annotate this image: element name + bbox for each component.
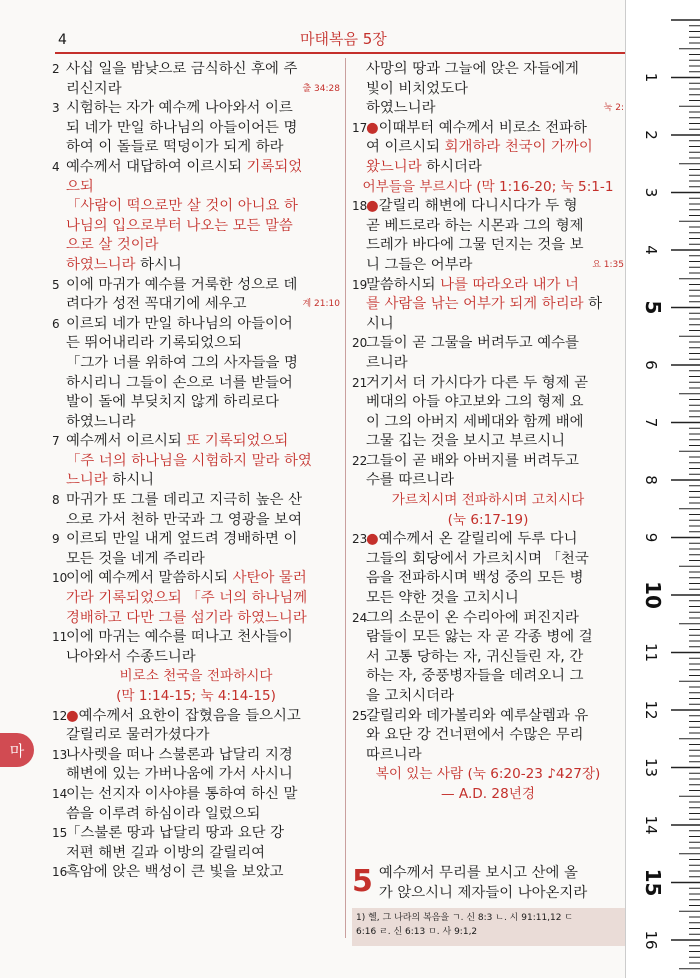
verse-text: 시험하는 자가 예수께 나아와서 이르 (66, 100, 293, 117)
verse-text: 말씀하시되 (366, 276, 441, 293)
verse-number: 5 (52, 277, 60, 292)
verse-text: 예수께서 온 갈릴리에 두루 다니 (378, 531, 578, 548)
verse-text: 그들이 곧 그물을 버려두고 예수를 (366, 335, 579, 352)
verse-text: 이르되 네가 만일 하나님의 아들이어 (66, 315, 293, 332)
verse-line (52, 746, 340, 766)
verse-number: 7 (52, 434, 60, 449)
verse-line (352, 589, 624, 609)
verse-line (52, 589, 340, 609)
verse-text: 음을 전파하시며 백성 중의 모든 병 (366, 570, 584, 587)
verse-line (52, 295, 340, 315)
verse-line (52, 138, 340, 158)
verse-text: 거기서 더 가시다가 다른 두 형제 곧 (366, 374, 589, 391)
verse-line (352, 452, 624, 472)
verse-text: 려다가 성전 꼭대기에 세우고 (66, 296, 247, 313)
verse-line (352, 334, 624, 354)
words-of-jesus: 를 사람을 낚는 어부가 되게 하리라 (366, 296, 584, 313)
verse-text: 예수께서 대답하여 이르시되 (66, 158, 247, 175)
verse-text: 베대의 아들 야고보와 그의 형제 요 (366, 394, 584, 411)
cross-reference: 요 1:35 (592, 259, 624, 270)
verse-line (52, 765, 340, 785)
verse-line (52, 256, 340, 276)
paragraph-dot-icon: ● (366, 198, 379, 215)
column-divider (345, 58, 346, 938)
ruler-label: 16 (642, 930, 660, 950)
verse-text: 저편 해변 길과 이방의 갈릴리여 (66, 844, 266, 861)
verse-line (352, 60, 624, 80)
verse-line (52, 550, 340, 570)
ruler (625, 0, 700, 978)
ruler-label: 10 (641, 581, 665, 609)
verse-line (52, 726, 340, 746)
words-of-jesus: 가라 기록되었으되 「주 너의 하나님께 (66, 590, 308, 607)
verse-text: 갈릴리로 물러가셨다가 (66, 727, 210, 744)
verse-text: 이르되 만일 내게 엎드려 경배하면 이 (66, 531, 298, 548)
section-heading: 어부들을 부르시다 (막 1:16-20; 눅 5:1-1 (362, 178, 614, 195)
verse-line (352, 530, 624, 550)
verse-line (52, 119, 340, 139)
verse-line (352, 432, 624, 452)
verse-line (52, 354, 340, 374)
verse-line (52, 452, 340, 472)
verse-text: 따르니라 (366, 746, 422, 763)
verse-line (52, 276, 340, 296)
words-of-jesus: 기록되었 (246, 158, 303, 175)
verse-text: 르니라 (366, 354, 408, 371)
verse-text: 수를 따르니라 (366, 472, 454, 489)
book-tab[interactable]: 마 (0, 733, 34, 767)
ruler-label: 11 (642, 642, 660, 663)
verse-line (52, 824, 340, 844)
verse-line (352, 80, 624, 100)
verse-text: 예수께서 이르시되 (66, 433, 187, 450)
verse-line (52, 628, 340, 648)
ruler-scale (626, 0, 700, 978)
verse-text: 하는 자, 중풍병자들을 데려오니 그 (366, 668, 584, 685)
verse-text: 시니 (366, 315, 394, 332)
verse-text: 하시더라 (421, 158, 482, 175)
verse-line (52, 315, 340, 335)
verse-number: 25 (352, 708, 368, 723)
verse-text: 해변에 있는 가버나움에 가서 사시니 (66, 766, 293, 783)
verse-number: 8 (52, 493, 60, 508)
ruler-label: 15 (641, 868, 665, 897)
verse-text: 발이 돌에 부딪치지 않게 하리로다 (66, 394, 279, 411)
ruler-label: 14 (642, 815, 660, 835)
verse-number: 3 (52, 101, 60, 116)
paragraph-dot-icon: ● (66, 707, 79, 724)
ruler-label: 9 (642, 532, 660, 543)
verse-text: 사망의 땅과 그늘에 앉은 자들에게 (366, 61, 579, 77)
chapter-start (352, 864, 624, 903)
verse-line (352, 550, 624, 570)
verse-line (352, 569, 624, 589)
words-of-jesus: 회개하라 천국이 가까이 (444, 139, 593, 156)
footnote-line: 1) 헬, 그 나라의 복음을 ㄱ. 신 8:3 ㄴ. 시 91:11,12 ㄷ (356, 913, 574, 923)
ruler-label: 7 (642, 417, 660, 428)
verse-line (352, 667, 624, 687)
verse-line (52, 785, 340, 805)
verse-text: 하였느니라 (66, 413, 136, 430)
footnote-box (352, 908, 625, 946)
verse-number: 19 (352, 277, 368, 292)
page-number: 4 (58, 32, 67, 48)
verse-text: 이때부터 예수께서 비로소 전파하 (378, 119, 587, 136)
verse-number: 6 (52, 316, 60, 331)
verse-text: 흑암에 앉은 백성이 큰 빛을 보았고 (66, 864, 284, 881)
verse-line (52, 844, 340, 864)
verse-text: 갈릴리 해변에 다니시다가 두 형 (378, 198, 578, 215)
chapter-line: 가 앉으시니 제자들이 나아온지라 (378, 884, 588, 901)
verse-number: 21 (352, 375, 368, 390)
header-rule (55, 52, 625, 54)
section-heading: 비로소 천국을 전파하시다 (119, 668, 273, 685)
ruler-label: 2 (642, 130, 660, 140)
verse-number: 13 (52, 747, 68, 762)
ruler-label: 1 (642, 72, 660, 83)
verse-line (52, 413, 340, 433)
page-title: 마태복음 5장 (300, 30, 387, 48)
verse-text: 하 (583, 296, 602, 313)
verse-number: 12 (52, 708, 68, 723)
verse-line (352, 99, 624, 119)
verse-line (52, 707, 340, 727)
verse-text: 하시니 (135, 256, 182, 273)
verse-number: 18 (352, 199, 368, 214)
verse-text: 빛이 비치었도다 (366, 80, 468, 97)
verse-line (52, 217, 340, 237)
verse-text: 와 요단 강 건너편에서 수많은 무리 (366, 727, 584, 744)
verse-line (352, 138, 624, 158)
verse-text: 「그가 너를 위하여 그의 사자들을 명 (66, 354, 298, 371)
section-heading: 복이 있는 사람 (눅 6:20-23 ♪427장) (375, 766, 601, 783)
ruler-label: 6 (642, 360, 660, 370)
verse-line (52, 609, 340, 629)
chapter-number: 5 (352, 864, 373, 899)
verse-line (52, 569, 340, 589)
words-of-jesus: 「주 너의 하나님을 시험하지 말라 하였 (66, 452, 312, 469)
verse-line (52, 471, 340, 491)
words-of-jesus: 왔느니라 (366, 158, 422, 175)
verse-text: 나사렛을 떠나 스불론과 납달리 지경 (66, 746, 293, 763)
words-of-jesus: 으로 살 것이라 (66, 237, 159, 254)
verse-text: 하여 이 돌들로 떡덩이가 되게 하라 (66, 139, 284, 156)
left-column (52, 60, 340, 883)
words-of-jesus: 경배하고 다만 그를 섬기라 하였느니라 (66, 609, 307, 626)
verse-number: 2 (52, 62, 60, 76)
verse-line (352, 687, 624, 707)
verse-text: 이 그의 아버지 세베대와 함께 배에 (366, 413, 584, 430)
verse-number: 14 (52, 786, 68, 801)
words-of-jesus: 으되 (66, 178, 94, 195)
verse-text: 리신지라 (66, 80, 122, 97)
words-of-jesus: 나님의 입으로부터 나오는 모든 말씀 (66, 217, 293, 234)
right-column (352, 60, 624, 805)
verse-line (352, 413, 624, 433)
cross-reference: 계 21:10 (302, 299, 340, 310)
words-of-jesus: 사탄아 물러 (232, 570, 307, 587)
verse-text: 그의 소문이 온 수리아에 퍼진지라 (366, 609, 579, 626)
verse-line (52, 374, 340, 394)
verse-line (352, 315, 624, 335)
ruler-label: 5 (641, 300, 665, 315)
verse-line (352, 276, 624, 296)
verse-line (352, 197, 624, 217)
verse-text: 니 그들은 어부라 (366, 256, 473, 273)
paragraph-dot-icon: ● (366, 531, 379, 548)
verse-line (352, 609, 624, 629)
verse-text: 곧 베드로라 하는 시몬과 그의 형제 (366, 217, 584, 234)
verse-line (352, 726, 624, 746)
verse-line (52, 80, 340, 100)
verse-line (52, 60, 340, 80)
footnote-line: 6:16 ㄹ. 신 6:13 ㅁ. 사 9:1,2 (356, 927, 478, 937)
section-heading: (막 1:14-15; 눅 4:14-15) (116, 688, 276, 704)
verse-line (352, 295, 624, 315)
verse-line (52, 334, 340, 354)
verse-number: 22 (352, 453, 368, 468)
words-of-jesus: 또 기록되었으되 (186, 433, 289, 450)
verse-text: 이에 마귀는 예수를 떠나고 천사들이 (66, 629, 293, 646)
verse-line (352, 746, 624, 766)
chapter-line: 예수께서 무리를 보시고 산에 올 (378, 865, 578, 881)
verse-line (52, 805, 340, 825)
verse-line (352, 217, 624, 237)
verse-line (352, 119, 624, 139)
verse-line (52, 491, 340, 511)
words-of-jesus: 「사람이 떡으로만 살 것이 아니요 하 (66, 198, 298, 215)
verse-line (52, 197, 340, 217)
verse-line (52, 393, 340, 413)
section-heading: 가르치시며 전파하시며 고치시다 (391, 492, 585, 509)
verse-line (52, 648, 340, 668)
verse-text: 을 고치시더라 (366, 688, 454, 704)
verse-number: 20 (352, 336, 368, 351)
verse-text: 예수께서 요한이 잡혔음을 들으시고 (78, 707, 301, 724)
verse-line (352, 648, 624, 668)
verse-text: 여 이르시되 (366, 139, 445, 156)
cross-reference: 눅 2: (603, 103, 624, 114)
verse-text: 이에 마귀가 예수를 거룩한 성으로 데 (66, 276, 298, 293)
verse-line (352, 256, 624, 276)
verse-text: 하였느니라 (366, 100, 436, 117)
verse-text: 모든 것을 네게 주리라 (66, 550, 205, 567)
verse-line (352, 236, 624, 256)
verse-text: 「스불론 땅과 납달리 땅과 요단 강 (66, 825, 284, 842)
verse-line (52, 432, 340, 452)
verse-line (52, 158, 340, 178)
verse-text: 그물 깁는 것을 보시고 부르시니 (366, 433, 566, 450)
verse-text: 씀을 이루려 하심이라 일렀으되 (66, 805, 261, 822)
verse-line (352, 628, 624, 648)
verse-line (52, 530, 340, 550)
verse-text: 람들이 모든 앓는 자 곧 각종 병에 걸 (366, 629, 593, 646)
paragraph-dot-icon: ● (366, 119, 379, 136)
verse-line (352, 374, 624, 394)
verse-number: 9 (52, 532, 60, 547)
verse-text: 이에 예수께서 말씀하시되 (66, 570, 233, 587)
verse-line (352, 393, 624, 413)
verse-text: 갈릴리와 데가볼리와 예루살렘과 유 (366, 707, 589, 724)
verse-text: 모든 약한 것을 고치시니 (366, 590, 519, 607)
ruler-label: 13 (642, 757, 660, 778)
verse-line (52, 178, 340, 198)
verse-line (352, 158, 624, 178)
ruler-label: 12 (642, 700, 660, 720)
verse-text: 으로 가서 천하 만국과 그 영광을 보여 (66, 511, 302, 528)
ruler-label: 4 (642, 245, 660, 255)
verse-line (352, 707, 624, 727)
verse-text: 서 고통 당하는 자, 귀신들린 자, 간 (366, 648, 584, 665)
words-of-jesus: 나를 따라오라 내가 너 (440, 276, 579, 293)
verse-text: 마귀가 또 그를 데리고 지극히 높은 산 (66, 492, 302, 509)
verse-line (52, 511, 340, 531)
verse-text: 하시니 (107, 472, 154, 489)
verse-number: 17 (352, 120, 368, 135)
words-of-jesus: 하였느니라 (66, 256, 136, 273)
ruler-label: 8 (642, 475, 660, 485)
verse-text: 그들이 곧 배와 아버지를 버려두고 (366, 452, 579, 469)
verse-line (352, 354, 624, 374)
verse-text: 드레가 바다에 그물 던지는 것을 보 (366, 237, 584, 254)
cross-reference: 출 34:28 (302, 83, 340, 94)
verse-line (52, 863, 340, 883)
verse-number: 15 (52, 826, 68, 841)
section-heading: — A.D. 28년경 (441, 785, 535, 802)
verse-text: 그들의 회당에서 가르치시며 「천국 (366, 550, 589, 567)
section-heading: (눅 6:17-19) (447, 511, 529, 528)
verse-number: 24 (352, 610, 368, 625)
verse-text: 든 뛰어내리라 기록되었으되 (66, 335, 242, 352)
words-of-jesus: 느니라 (66, 472, 108, 489)
verse-text: 하시리니 그들이 손으로 너를 받들어 (66, 374, 293, 391)
verse-number: 11 (52, 630, 68, 645)
verse-text: 이는 선지자 이사야를 통하여 하신 말 (66, 785, 298, 802)
verse-number: 16 (52, 865, 68, 880)
verse-line (52, 236, 340, 256)
verse-line (52, 99, 340, 119)
verse-text: 사십 일을 밤낮으로 금식하신 후에 주 (66, 61, 298, 77)
verse-number: 4 (52, 159, 60, 174)
verse-line (352, 471, 624, 491)
ruler-label: 3 (642, 187, 660, 198)
verse-number: 23 (352, 532, 368, 547)
verse-text: 되 네가 만일 하나님의 아들이어든 명 (66, 119, 298, 136)
verse-text: 나아와서 수종드니라 (66, 648, 196, 665)
verse-number: 10 (52, 571, 68, 586)
